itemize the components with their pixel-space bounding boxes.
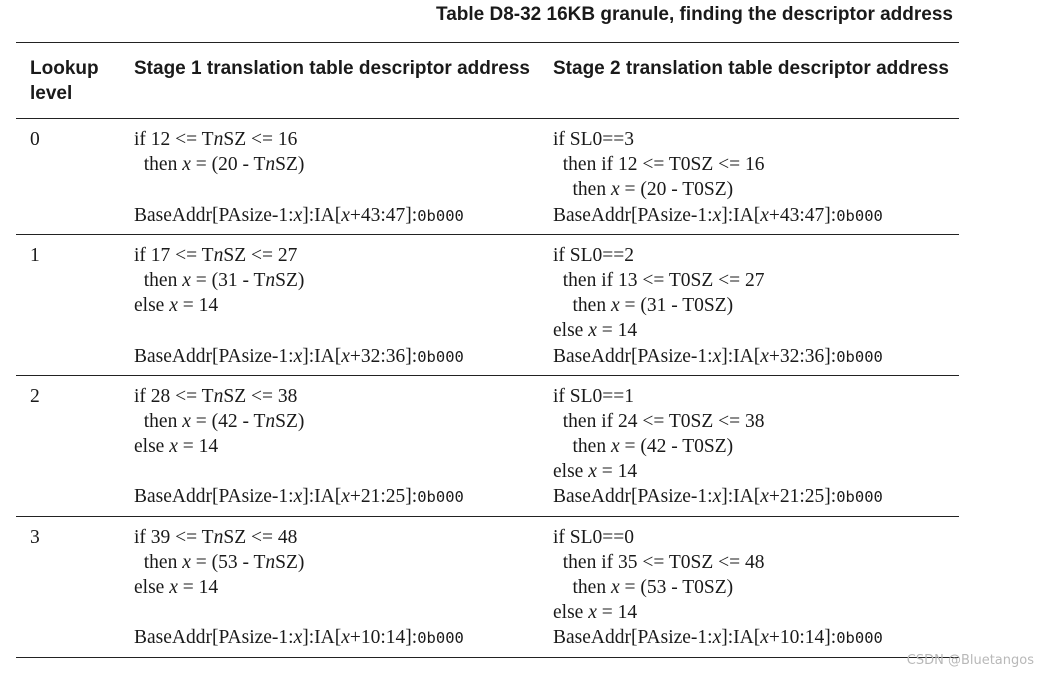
header-stage1: Stage 1 translation table descriptor address [134,43,553,119]
stage1-else: else x = 14 [134,295,219,317]
table-row [16,119,959,235]
stage2-address [553,344,959,369]
stage2-address [553,484,959,509]
stage2-then-if: then if 24 <= T0SZ <= 38 [553,410,765,432]
stage1-address [134,344,553,369]
lookup-level-cell: 2 [16,375,134,516]
stage1-cell [134,375,553,516]
stage1-else: else x = 14 [134,436,219,458]
descriptor-address-table [16,42,959,658]
header-lookup-level: Lookup level [16,43,134,119]
stage2-else: else x = 14 [553,602,638,624]
stage1-address [134,625,553,650]
stage1-condition: if 17 <= TnSZ <= 27 [134,244,298,266]
stage1-then: then x = (53 - TnSZ) [134,551,305,573]
stage1-cell [134,119,553,235]
stage2-condition: if SL0==2 [553,244,635,266]
stage2-address [553,203,959,228]
table-row [16,234,959,375]
lookup-level-cell: 1 [16,234,134,375]
address-expression: BaseAddr[PAsize-1:x]:IA[x+10:14]: [553,627,837,649]
address-expression: BaseAddr[PAsize-1:x]:IA[x+10:14]: [134,627,418,649]
stage2-then-if: then if 12 <= T0SZ <= 16 [553,154,765,176]
spacer [134,177,553,202]
stage1-then: then x = (42 - TnSZ) [134,410,305,432]
stage2-condition: if SL0==1 [553,385,635,407]
stage1-condition: if 12 <= TnSZ <= 16 [134,129,298,150]
address-suffix: 0b000 [836,206,883,225]
lookup-level-cell: 0 [16,119,134,235]
table-row [16,516,959,657]
stage1-condition: if 39 <= TnSZ <= 48 [134,526,298,548]
stage2-then: then x = (53 - T0SZ) [553,577,734,598]
address-expression: BaseAddr[PAsize-1:x]:IA[x+43:47]: [553,204,837,226]
stage1-cell [134,516,553,657]
address-suffix: 0b000 [417,206,464,225]
stage2-cell [553,234,959,375]
stage2-address [553,625,959,650]
stage2-cell [553,375,959,516]
spacer [134,459,553,484]
address-suffix: 0b000 [417,347,464,366]
stage2-then: then x = (20 - T0SZ) [553,179,734,201]
stage2-condition: if SL0==3 [553,129,635,150]
watermark: CSDN @Bluetangos [906,653,1034,668]
stage2-else: else x = 14 [553,320,638,342]
stage2-condition: if SL0==0 [553,526,635,548]
address-expression: BaseAddr[PAsize-1:x]:IA[x+21:25]: [553,486,837,508]
address-suffix: 0b000 [836,488,883,507]
stage2-then-if: then if 35 <= T0SZ <= 48 [553,551,765,573]
stage2-cell [553,119,959,235]
table-header-row [16,43,959,119]
stage1-cell [134,234,553,375]
address-suffix: 0b000 [417,488,464,507]
address-suffix: 0b000 [417,629,464,648]
stage1-address [134,484,553,509]
stage1-else: else x = 14 [134,577,219,598]
header-stage2: Stage 2 translation table descriptor address [553,43,959,119]
address-expression: BaseAddr[PAsize-1:x]:IA[x+43:47]: [134,204,418,226]
stage2-cell [553,516,959,657]
address-expression: BaseAddr[PAsize-1:x]:IA[x+21:25]: [134,486,418,508]
stage2-then: then x = (42 - T0SZ) [553,436,734,458]
stage1-address [134,203,553,228]
stage1-then: then x = (31 - TnSZ) [134,269,305,291]
stage2-then-if: then if 13 <= T0SZ <= 27 [553,269,765,291]
table-row [16,375,959,516]
table-caption: Table D8-32 16KB granule, finding the descriptor address [436,4,953,25]
spacer [134,600,553,625]
stage2-then: then x = (31 - T0SZ) [553,295,734,317]
address-suffix: 0b000 [836,629,883,648]
address-expression: BaseAddr[PAsize-1:x]:IA[x+32:36]: [553,345,837,367]
stage1-condition: if 28 <= TnSZ <= 38 [134,385,298,407]
spacer [134,318,553,343]
stage1-then: then x = (20 - TnSZ) [134,154,305,176]
stage2-else: else x = 14 [553,461,638,483]
lookup-level-cell: 3 [16,516,134,657]
address-suffix: 0b000 [836,347,883,366]
address-expression: BaseAddr[PAsize-1:x]:IA[x+32:36]: [134,345,418,367]
